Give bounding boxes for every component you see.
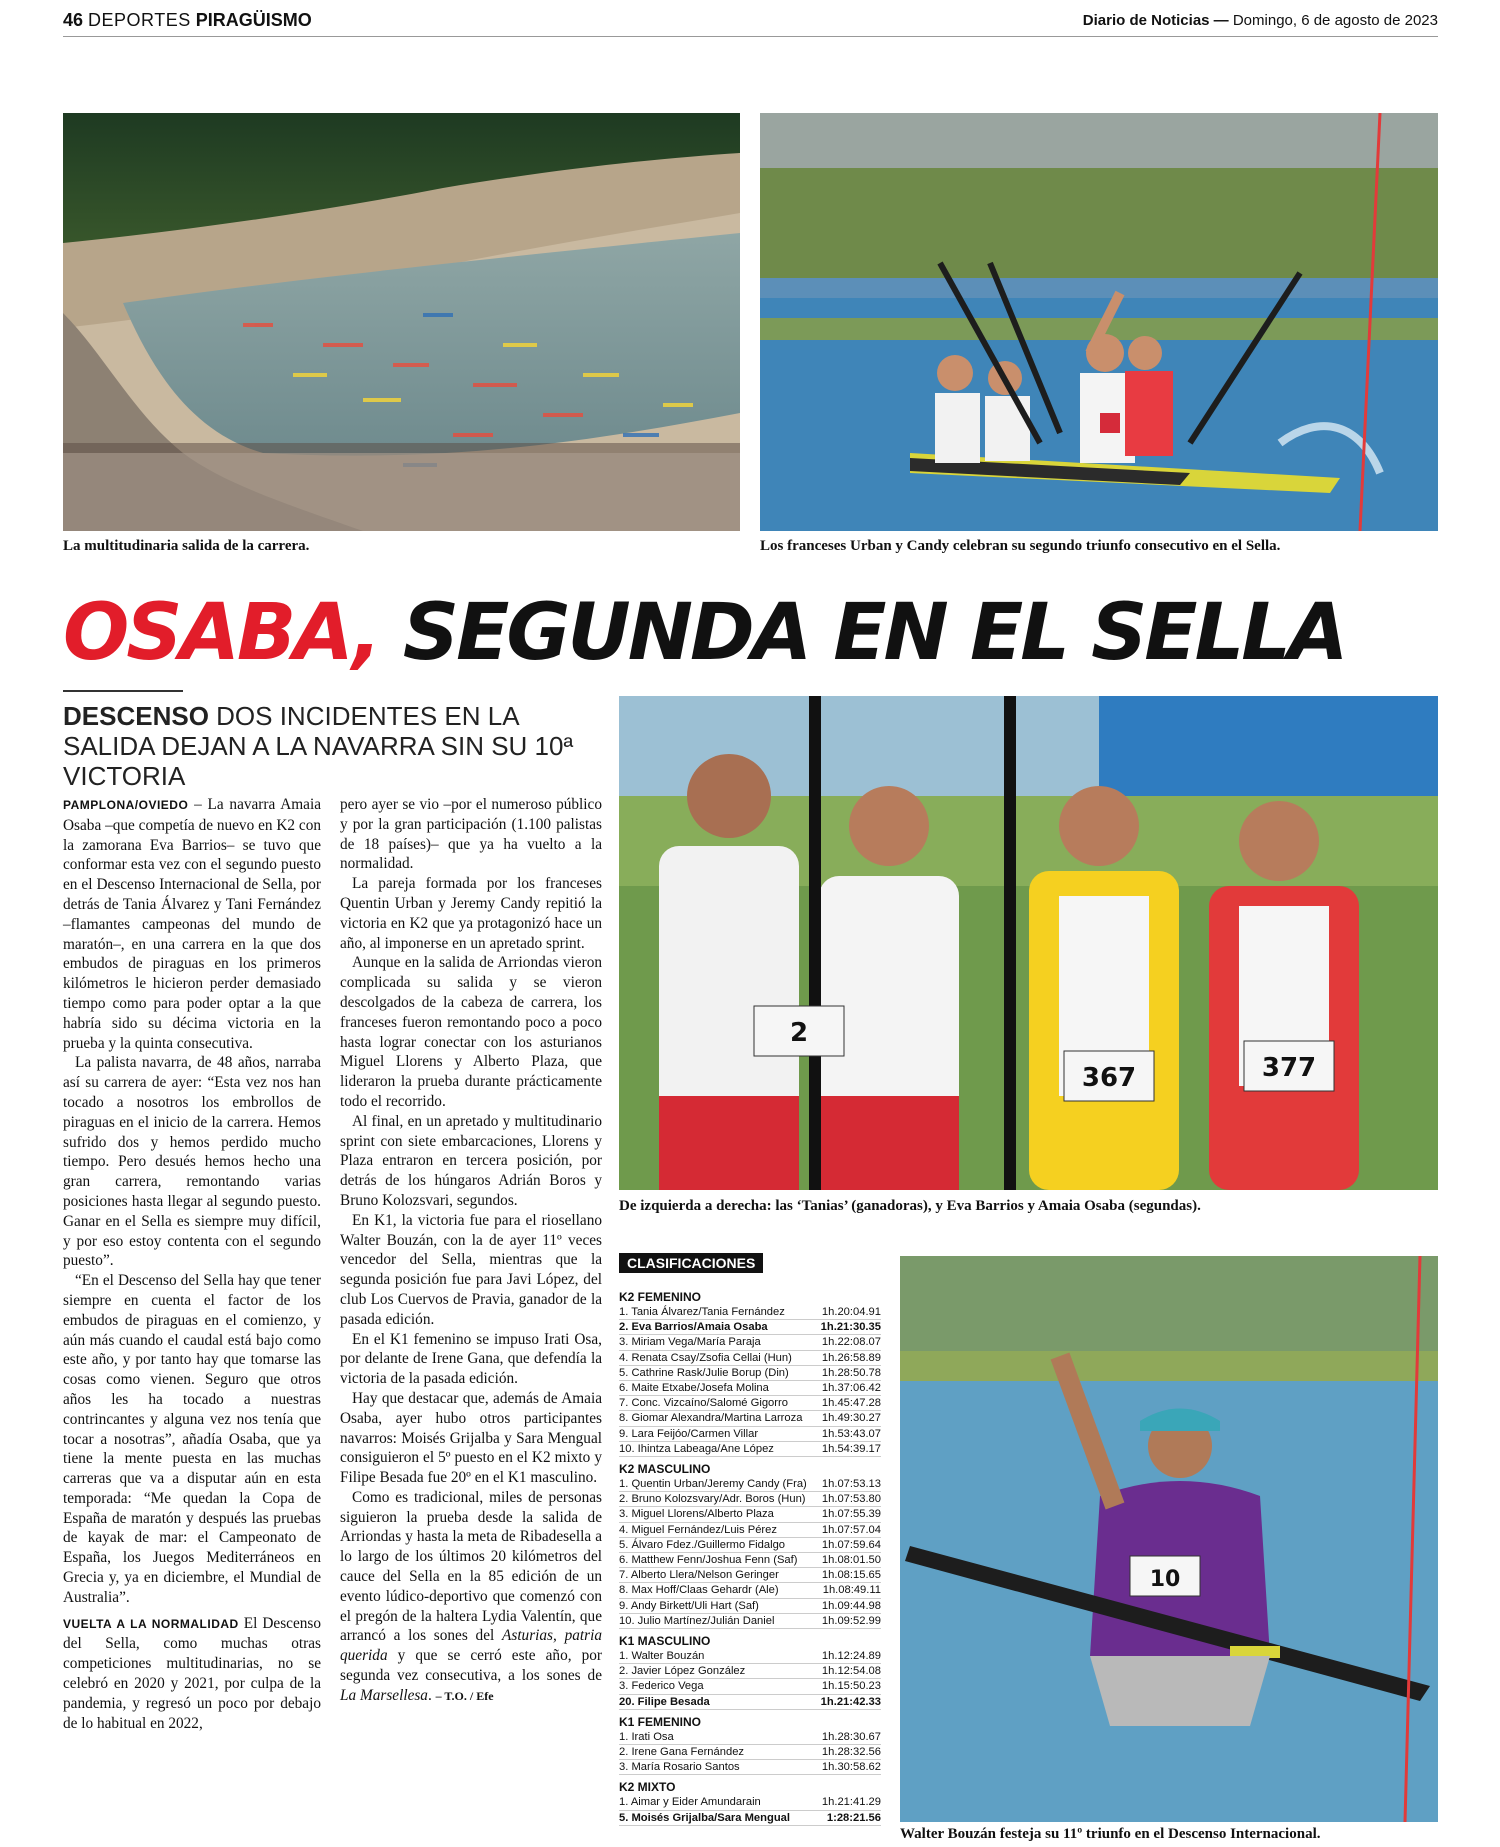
competitor-name: 10. Julio Martínez/Julián Daniel xyxy=(619,1614,775,1627)
classification-row xyxy=(619,1649,881,1664)
paragraph xyxy=(63,795,321,1053)
classification-row xyxy=(619,1305,881,1320)
competitor-time: 1h.07:53.80 xyxy=(821,1493,881,1506)
subsection-name: PIRAGÜISMO xyxy=(195,10,312,30)
classification-row xyxy=(619,1538,881,1553)
photo-french-celebration xyxy=(760,113,1438,531)
headline-red-part: OSABA, xyxy=(63,588,379,678)
paragraph: La palista navarra, de 48 años, narraba así su carrera de ayer: “Esta vez nos han tocado a nosotros los embrollos de piraguas en el inicio de la carrera. Hemos sufrido dos y hemos perdido mucho tiempo. Pero desués hemos hecho una gran carrera, remontando varias posiciones hasta llegar al segundo puesto. Ganar en el Sella es siempre muy difícil, y por eso estoy contenta con el segundo puesto”. xyxy=(63,1054,321,1270)
classification-row xyxy=(619,1745,881,1760)
competitor-time: 1h.28:32.56 xyxy=(821,1746,881,1759)
caption-podium-paddlers: De izquierda a derecha: las ‘Tanias’ (ganadoras), y Eva Barrios y Amaia Osaba (segundas). xyxy=(619,1198,1201,1214)
classification-row xyxy=(619,1523,881,1538)
classification-row xyxy=(619,1320,881,1335)
paragraph: Aunque en la salida de Arriondas vieron complicada su salida y se vieron descolgados de la cabeza de carrera, los franceses fueron remontando poco a poco hasta lograr conectar con los asturianos Miguel Llorens y Alberto Plaza, que lideraron la prueba durante prácticamente todo el recorrido. xyxy=(340,954,602,1110)
paragraph-text: . xyxy=(427,1686,436,1704)
classification-row xyxy=(619,1695,881,1710)
competitor-time: 1h.07:57.04 xyxy=(821,1523,881,1536)
classification-row xyxy=(619,1679,881,1694)
photo-podium-paddlers xyxy=(619,696,1438,1190)
subheading: VUELTA A LA NORMALIDAD xyxy=(63,1616,239,1631)
competitor-name: 2. Irene Gana Fernández xyxy=(619,1746,745,1759)
classification-group xyxy=(619,1780,881,1825)
competitor-name: 3. Miriam Vega/María Paraja xyxy=(619,1336,761,1349)
photo-walter-bouzan xyxy=(900,1256,1438,1822)
competitor-time: 1h.07:59.64 xyxy=(821,1538,881,1551)
classification-group xyxy=(619,1462,881,1629)
classification-row xyxy=(619,1351,881,1366)
body-column-2 xyxy=(340,795,602,1707)
classification-row xyxy=(619,1427,881,1442)
competitor-time: 1h.22:08.07 xyxy=(821,1336,881,1349)
paragraph: “En el Descenso del Sella hay que tener siempre en cuenta el factor de los embudos de piraguas en el comienzo, y aún más cuando el caudal está bajo como este año, y por tanto hay que tomarse las cosas como vienen. Seguro que otros años les ha tocado a nuestras contrincantes y alguna vez nos tenía que tocar a nosotras”, añadía Osaba, que ya tiene la mente puesta en las muchas carreras que va a disputar aún en esta temporada: “Me quedan la Copa de España de maratón y después las pruebas de kayak de mar: el Campeonato de España, los Juegos Mediterráneos en Grecia y, ya en diciembre, el Mundial de Australia”. xyxy=(63,1272,321,1606)
competitor-time: 1h.28:30.67 xyxy=(821,1730,881,1743)
classification-group-title: K1 FEMENINO xyxy=(619,1714,702,1729)
body-column-1 xyxy=(63,795,321,1733)
classification-group-title: K2 MIXTO xyxy=(619,1780,676,1795)
newspaper-name: Diario de Noticias xyxy=(1082,12,1210,29)
paragraph: La pareja formada por los franceses Quentin Urban y Jeremy Candy repitió la victoria en K2 que ya protagonizó hace un año, al imponerse en un apretado sprint. xyxy=(340,875,602,952)
dateline: PAMPLONA/OVIEDO xyxy=(63,798,189,812)
classification-row xyxy=(619,1795,881,1810)
paragraph-text: El Descenso del Sella, como muchas otras competiciones multitudinarias, no se celebró en 2020 y 2021, por culpa de la pandemia, y regresó un poco por debajo de lo habitual en 2022, xyxy=(63,1614,321,1732)
competitor-time: 1h.15:50.23 xyxy=(821,1680,881,1693)
classification-group xyxy=(619,1290,881,1457)
deck xyxy=(63,701,603,791)
competitor-name: 4. Miguel Fernández/Luis Pérez xyxy=(619,1523,777,1536)
competitor-name: 6. Matthew Fenn/Joshua Fenn (Saf) xyxy=(619,1554,798,1567)
classification-row xyxy=(619,1760,881,1775)
competitor-time: 1h.09:52.99 xyxy=(821,1614,881,1627)
competitor-name: 10. Ihintza Labeaga/Ane López xyxy=(619,1442,774,1455)
classification-group-title: K2 MASCULINO xyxy=(619,1462,711,1477)
bib-number: 2 xyxy=(789,1018,809,1048)
classification-row xyxy=(619,1366,881,1381)
classification-row xyxy=(619,1811,881,1826)
photo-race-start xyxy=(63,113,740,531)
classification-row xyxy=(619,1507,881,1522)
competitor-time: 1h.54:39.17 xyxy=(821,1442,881,1455)
classification-row xyxy=(619,1583,881,1598)
competitor-time: 1h.49:30.27 xyxy=(821,1412,881,1425)
competitor-time: 1:28:21.56 xyxy=(826,1811,881,1824)
competitor-time: 1h.07:55.39 xyxy=(821,1508,881,1521)
classification-row xyxy=(619,1411,881,1426)
bib-number: 367 xyxy=(1081,1063,1137,1093)
competitor-time: 1h.21:41.29 xyxy=(821,1796,881,1809)
classification-row xyxy=(619,1553,881,1568)
competitor-name: 2. Bruno Kolozsvary/Adr. Boros (Hun) xyxy=(619,1493,806,1506)
competitor-name: 3. María Rosario Santos xyxy=(619,1761,740,1774)
competitor-name: 4. Renata Csay/Zsofia Cellai (Hun) xyxy=(619,1351,792,1364)
paragraph xyxy=(340,1488,602,1707)
deck-bold: DESCENSO xyxy=(63,701,209,731)
deck-text: DOS INCIDENTES EN LA SALIDA DEJAN A LA NAVARRA SIN SU 10ª VICTORIA xyxy=(63,701,574,791)
caption-race-start: La multitudinaria salida de la carrera. xyxy=(63,538,310,554)
classification-group-title: K1 MASCULINO xyxy=(619,1634,711,1649)
competitor-name: 3. Federico Vega xyxy=(619,1680,704,1693)
competitor-time: 1h.12:54.08 xyxy=(821,1665,881,1678)
competitor-name: 5. Cathrine Rask/Julie Borup (Din) xyxy=(619,1366,789,1379)
song-title: Asturias, patria querida xyxy=(340,1627,603,1665)
page-number: 46 xyxy=(63,10,84,30)
paragraph xyxy=(63,1614,321,1734)
competitor-time: 1h.37:06.42 xyxy=(821,1382,881,1395)
competitor-time: 1h.26:58.89 xyxy=(821,1351,881,1364)
competitor-name: 1. Walter Bouzán xyxy=(619,1650,705,1663)
competitor-time: 1h.53:43.07 xyxy=(821,1427,881,1440)
competitor-name: 7. Alberto Llera/Nelson Geringer xyxy=(619,1569,779,1582)
classification-row xyxy=(619,1442,881,1457)
section-name: DEPORTES xyxy=(88,10,191,30)
issue-date: Domingo, 6 de agosto de 2023 xyxy=(1232,12,1438,29)
classification-group-title: K2 FEMENINO xyxy=(619,1290,702,1304)
classification-row xyxy=(619,1381,881,1396)
classification-row xyxy=(619,1335,881,1350)
competitor-time: 1h.08:15.65 xyxy=(821,1569,881,1582)
classification-group xyxy=(619,1715,881,1776)
competitor-name: 9. Lara Feijóo/Carmen Villar xyxy=(619,1427,759,1440)
header-separator: — xyxy=(1209,12,1233,29)
classification-group xyxy=(619,1634,881,1710)
classifications-title: CLASIFICACIONES xyxy=(619,1253,763,1273)
competitor-time: 1h.09:44.98 xyxy=(821,1599,881,1612)
bib-number: 377 xyxy=(1261,1053,1317,1083)
headline xyxy=(63,588,1453,678)
competitor-time: 1h.21:30.35 xyxy=(820,1321,881,1334)
classification-row xyxy=(619,1664,881,1679)
competitor-name: 1. Quentin Urban/Jeremy Candy (Fra) xyxy=(619,1478,807,1491)
paragraph: En el K1 femenino se impuso Irati Osa, por delante de Irene Gana, que defendía la victoria de la pasada edición. xyxy=(340,1330,602,1388)
caption-french-celebration: Los franceses Urban y Candy celebran su segundo triunfo consecutivo en el Sella. xyxy=(760,538,1281,554)
paragraph-text: y que se cerró este año, por segunda vez consecutiva, a los sones de xyxy=(340,1647,602,1685)
classifications-table xyxy=(619,1290,881,1831)
paragraph-text: – La navarra Amaia Osaba –que competía de nuevo en K2 con la zamorana Eva Barrios– se tuvo que conformar esta vez con el segundo puesto en el Descenso Internacional de Sella, por detrás de Tania Álvarez y Tani Fernández –flamantes campeonas del mundo de maratón–, en una carrera en la que dos embudos de piraguas en los primeros kilómetros le hicieron perder demasiado tiempo como para poder optar a la que habría sido su décima victoria en la prueba y la quinta consecutiva. xyxy=(63,796,321,1052)
deck-rule xyxy=(63,690,183,692)
competitor-time: 1h.08:49.11 xyxy=(822,1584,881,1597)
paragraph: Al final, en un apretado y multitudinario sprint con siete embarcaciones, Llorens y Plaza entraron en tercera posición, por detrás de los húngaros Adrián Boros y Bruno Kolozsvari, segundos. xyxy=(340,1112,602,1209)
competitor-name: 20. Filipe Besada xyxy=(619,1695,710,1708)
competitor-name: 6. Maite Etxabe/Josefa Molina xyxy=(619,1382,769,1395)
classification-row xyxy=(619,1396,881,1411)
header-left xyxy=(63,10,312,31)
classification-row xyxy=(619,1599,881,1614)
paragraph: Hay que destacar que, además de Amaia Osaba, ayer hubo otros participantes navarros: Moisés Grijalba y Sara Mengual consiguieron el 5º puesto en el K2 mixto y Filipe Besada fue 20º en el K1 masculino. xyxy=(340,1389,602,1487)
competitor-time: 1h.45:47.28 xyxy=(821,1397,881,1410)
competitor-time: 1h.08:01.50 xyxy=(821,1554,881,1567)
headline-black-part: SEGUNDA EN EL SELLA xyxy=(378,588,1346,678)
competitor-name: 1. Aimar y Eider Amundarain xyxy=(619,1796,761,1809)
paragraph: pero ayer se vio –por el numeroso público y por la gran participación (1.100 palistas de 18 países)– que ya ha vuelto a la normalidad. xyxy=(340,796,602,873)
classification-row xyxy=(619,1568,881,1583)
competitor-name: 1. Irati Osa xyxy=(619,1730,674,1743)
competitor-time: 1h.30:58.62 xyxy=(821,1761,881,1774)
classification-row xyxy=(619,1730,881,1745)
classification-row xyxy=(619,1492,881,1507)
song-title: La Marsellesa xyxy=(340,1686,428,1704)
competitor-name: 9. Andy Birkett/Uli Hart (Saf) xyxy=(619,1599,759,1612)
competitor-name: 8. Giomar Alexandra/Martina Larroza xyxy=(619,1412,803,1425)
paragraph: En K1, la victoria fue para el riosellano Walter Bouzán, con la de ayer 11º veces vencedor del Sella, mientras que la segunda posición fue para Javi López, del club Los Cuervos de Pravia, ganador de la pasada edición. xyxy=(340,1211,602,1328)
competitor-name: 8. Max Hoff/Claas Gehardr (Ale) xyxy=(619,1584,779,1597)
competitor-time: 1h.21:42.33 xyxy=(820,1695,881,1708)
competitor-name: 3. Miguel Llorens/Alberto Plaza xyxy=(619,1508,774,1521)
competitor-name: 7. Conc. Vizcaíno/Salomé Gigorro xyxy=(619,1397,788,1410)
page-header xyxy=(63,10,1438,37)
header-right xyxy=(1083,12,1438,29)
classification-row xyxy=(619,1477,881,1492)
caption-walter-bouzan: Walter Bouzán festeja su 11º triunfo en el Descenso Internacional. xyxy=(900,1826,1321,1842)
paragraph-text: Como es tradicional, miles de personas siguieron la prueba desde la salida de Arriondas y hasta la meta de Ribadesella a lo largo de los últimos 20 kilómetros del cauce del Sella en la 85 edición de un evento lúdico-deportivo que comenzó con el pregón de la haltera Lydia Valentín, que arrancó a los sones del xyxy=(340,1488,602,1645)
competitor-name: 2. Javier López González xyxy=(619,1665,746,1678)
bib-number: 10 xyxy=(1149,1567,1181,1592)
classification-row xyxy=(619,1614,881,1629)
competitor-name: 5. Álvaro Fdez./Guillermo Fidalgo xyxy=(619,1538,786,1551)
competitor-time: 1h.12:24.89 xyxy=(821,1650,881,1663)
competitor-time: 1h.20:04.91 xyxy=(821,1306,881,1318)
competitor-name: 5. Moisés Grijalba/Sara Mengual xyxy=(619,1811,790,1824)
competitor-time: 1h.28:50.78 xyxy=(821,1366,881,1379)
competitor-time: 1h.07:53.13 xyxy=(821,1478,881,1491)
byline: – T.O. / Efe xyxy=(435,1688,494,1703)
competitor-name: 1. Tania Álvarez/Tania Fernández xyxy=(619,1306,785,1318)
competitor-name: 2. Eva Barrios/Amaia Osaba xyxy=(619,1321,768,1334)
